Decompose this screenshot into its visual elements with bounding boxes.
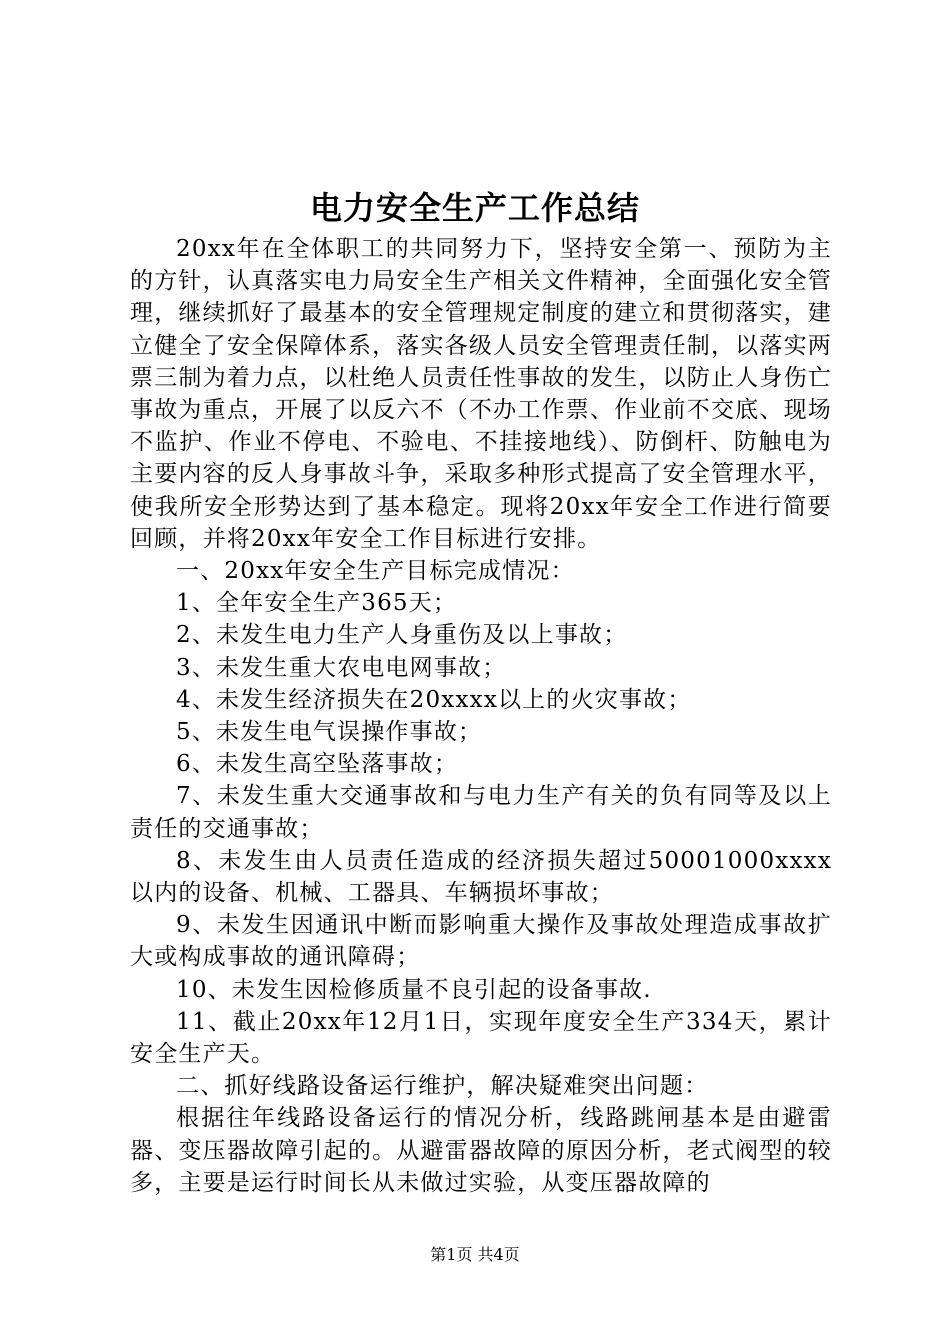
section-heading-2: 二、抓好线路设备运行维护，解决疑难突出问题： xyxy=(176,1073,709,1100)
list-item: 11、截止20xx年12月1日，实现年度安全生产334天，累计安全生产天。 xyxy=(130,1008,832,1068)
list-item: 10、未发生因检修质量不良引起的设备事故. xyxy=(176,976,652,1003)
list-item: 5、未发生电气误操作事故； xyxy=(176,719,483,746)
list-item: 3、未发生重大农电电网事故； xyxy=(176,654,507,681)
list-item: 9、未发生因通讯中断而影响重大操作及事故处理造成事故扩大或构成事故的通讯障碍； xyxy=(130,912,832,971)
page-number-footer: 第1页 共4页 xyxy=(430,1245,520,1264)
list-item: 7、未发生重大交通事故和与电力生产有关的负有同等及以上责任的交通事故； xyxy=(130,783,832,842)
paragraph-analysis: 根据往年线路设备运行的情况分析，线路跳闸基本是由避雷器、变压器故障引起的。从避雷器故障的原因分析，老式阀型的较多，主要是运行时间长从未做过实验，从变压器故障的 xyxy=(130,1105,832,1196)
document-body xyxy=(130,233,832,1199)
list-item: 6、未发生高空坠落事故； xyxy=(176,751,459,778)
list-item: 8、未发生由人员责任造成的经济损失超过50001000xxxx以内的设备、机械、工器具、车辆损坏事故； xyxy=(130,847,832,907)
list-item: 1、全年安全生产365天； xyxy=(176,590,458,617)
list-item: 4、未发生经济损失在20xxxx以上的火灾事故； xyxy=(176,686,692,713)
document-title: 电力安全生产工作总结 xyxy=(309,189,640,227)
list-item: 2、未发生电力生产人身重伤及以上事故； xyxy=(176,622,628,649)
paragraph-intro: 20xx年在全体职工的共同努力下，坚持安全第一、预防为主的方针，认真落实电力局安全生产相关文件精神，全面强化安全管理，继续抓好了最基本的安全管理规定制度的建立和贯彻落实，建立健全了安全保障体系，落实各级人员安全管理责任制，以落实两票三制为着力点，以杜绝人员责任性事故的发生，以防止人身伤亡事故为重点，开展了以反六不（不办工作票、作业前不交底、现场不监护、作业不停电、不验电、不挂接地线）、防倒杆、防触电为主要内容的反人身事故斗争，采取多种形式提高了安全管理水平，使我所安全形势达到了基本稳定。现将20xx年安全工作进行简要回顾，并将20xx年安全工作目标进行安排。 xyxy=(130,236,832,552)
section-heading-1: 一、20xx年安全生产目标完成情况： xyxy=(176,558,575,585)
